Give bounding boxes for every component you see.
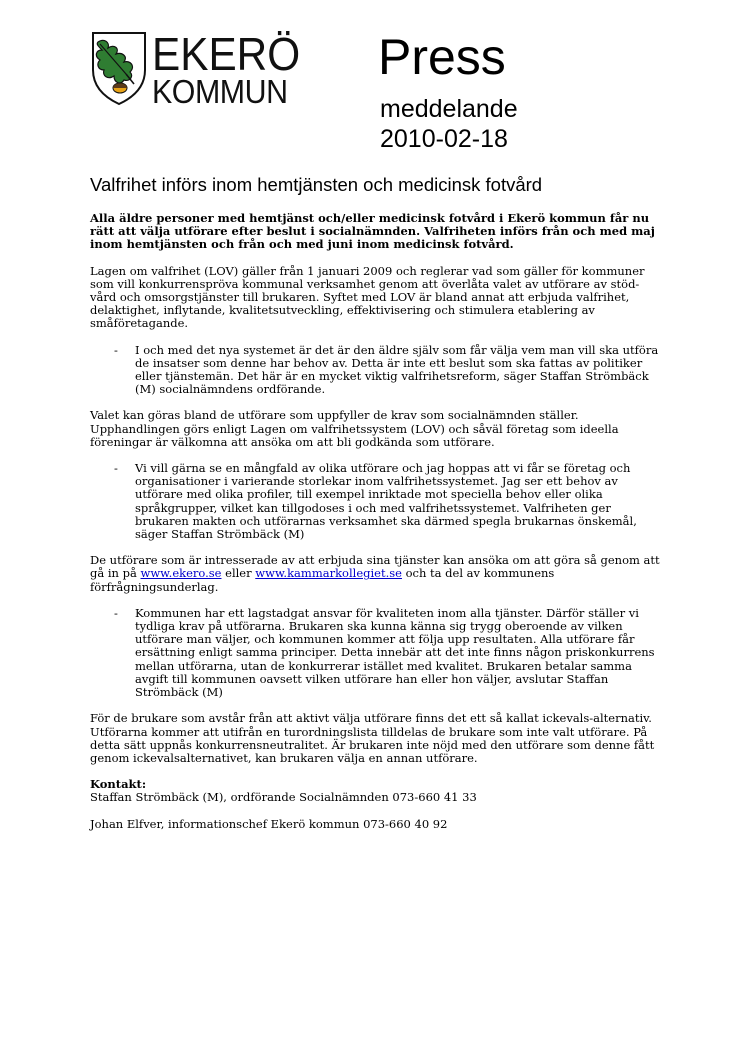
dash-bullet: - (114, 461, 118, 476)
logo-wordmark-ekero: EKERÖ (152, 28, 301, 80)
contact-person: Johan Elfver, informationschef Ekerö kommun 073-660 40 92 (90, 816, 448, 831)
contact-label: Kontakt: (90, 777, 147, 792)
quote-paragraph (90, 344, 660, 397)
text-segment: De utförare som är intresserade av att erbjuda sina tjänster kan ansöka om att göra så genom att gå in på (90, 553, 660, 581)
quote-text: Kommunen har ett lagstadgat ansvar för kvaliteten inom alla tjänster. Därför ställer vi tydliga krav på utförarna. Brukaren ska kunna känna sig trygg oberoende av vilken utförare man väljer, och kommunen kommer att följa upp resultaten. Alla utförare får ersättning enligt samma principer. Detta innebär att det inte finns någon priskonkurrens mellan utförarna, utan de konkurrerar istället med kvalitet. Brukaren betalar samma avgift till kommunen oavsett vilken utförare han eller hon väljer, avslutar Staffan Strömbäck (M) (135, 605, 655, 700)
quote-text: I och med det nya systemet är det är den äldre själv som får välja vem man vill ska utföra de insatser som denne har behov av. Detta är inte ett beslut som ska fattas av politiker eller tjänstemän. Det här är en mycket viktig valfrihetsreform, säger Staffan Strömbäck (M) socialnämndens ordförande. (135, 342, 659, 397)
headline: Valfrihet införs inom hemtjänsten och medicinsk fotvård (90, 174, 543, 195)
ekero-link[interactable]: www.ekero.se (140, 566, 222, 581)
logo-wordmark-kommun: KOMMUN (152, 73, 288, 110)
lead-paragraph: Alla äldre personer med hemtjänst och/eller medicinsk fotvård i Ekerö kommun får nu rätt att välja utförare efter beslut i socialnämnden. Valfriheten införs från och med maj inom hemtjänsten och från och med juni inom medicinsk fotvård. (90, 211, 655, 252)
press-subtitle (380, 94, 518, 154)
release-date: 2010-02-18 (380, 125, 508, 153)
body-paragraph: För de brukare som avstår från att aktivt välja utförare finns det ett så kallat ickevals-alternativ. Utförarna kommer att utifrån en turordningslista tilldelas de brukare som inte valt utförare. På detta sätt uppnås konkurrensneutralitet. Är brukaren inte nöjd med den utförare som denne fått genom ickevalsalternativet, kan brukaren välja en annan utförare. (90, 711, 655, 765)
text-segment: eller (221, 566, 256, 581)
article-body (90, 212, 660, 831)
quote-paragraph (90, 607, 660, 699)
body-paragraph (90, 554, 660, 594)
contact-person: Staffan Strömbäck (M), ordförande Socialnämnden 073-660 41 33 (90, 790, 477, 805)
oak-leaf-shield-icon (90, 30, 148, 106)
contact-section (90, 778, 660, 831)
kammarkollegiet-link[interactable]: www.kammarkollegiet.se (255, 566, 402, 581)
document-type: meddelande (380, 95, 518, 123)
dash-bullet: - (114, 342, 118, 357)
quote-text: Vi vill gärna se en mångfald av olika utförare och jag hoppas att vi får se företag och organisationer i varierande storlekar inom valfrihetssystemet. Jag ser ett behov av utförare med olika profiler, till exempel inriktade mot speciella behov eller olika språkgrupper, vilket kan tillgodoses i och med valfrihetssystemet. Valfriheten ger brukaren makten och utförarnas verksamhet ska därmed spegla brukarnas önskemål, säger Staffan Strömbäck (M) (135, 461, 637, 542)
ekero-kommun-logo (90, 30, 320, 108)
body-paragraph: Lagen om valfrihet (LOV) gäller från 1 januari 2009 och reglerar vad som gäller för kommuner som vill konkurrenspröva kommunal verksamhet genom att överlåta valet av utförare av stöd- vård och omsorgstjänster till brukaren. Syftet med LOV är bland annat att erbjuda valfrihet, delaktighet, inflytande, kvalitetsutveckling, effektivisering och stimulera etablering av småföretagande. (90, 263, 645, 331)
press-title: Press (378, 29, 506, 85)
body-paragraph: Valet kan göras bland de utförare som uppfyller de krav som socialnämnden ställer. Upphandlingen görs enligt Lagen om valfrihetssystem (LOV) och såväl företag som ideella föreningar är välkomna att ansöka om att bli godkända som utförare. (90, 408, 619, 449)
dash-bullet: - (114, 605, 118, 620)
text-segment: och ta del av kommunens förfrågningsunderlag. (90, 566, 555, 594)
quote-paragraph (90, 462, 660, 541)
